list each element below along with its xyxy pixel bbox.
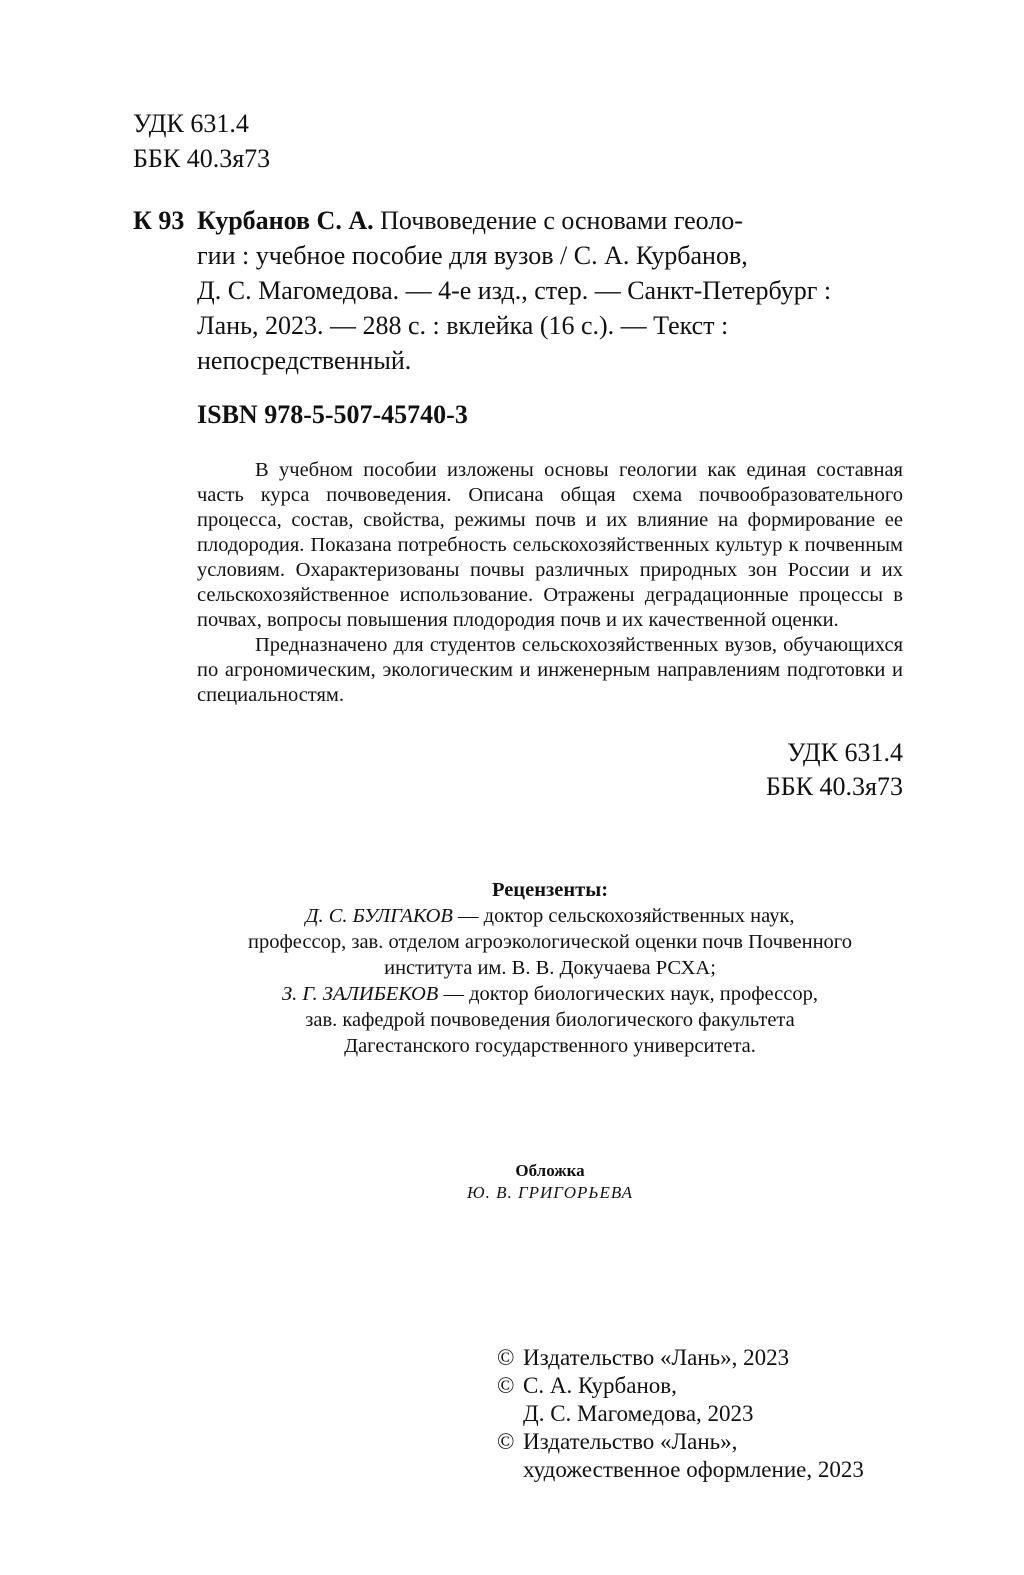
annotation-paragraph-2: Предназначено для студентов сельскохозяйственных вузов, обучающихся по агрономическим, экологическим и инженерным направлениям подготовки и специальностям. bbox=[197, 634, 903, 706]
annotation-paragraph-1: В учебном пособии изложены основы геологии как единая составная часть курса почвоведения. Описана общая схема почвообразовательного процесса, состав, свойства, режимы почв и их влияние на формирование ее плодородия. Показана потребность сельскохозяйственных культур к почвенным условиям. Охарактеризованы почвы различных природных зон России и их сельскохозяйственное использование. Отражены деградационные процессы в почвах, вопросы повышения плодородия почв и их качественной оценки. bbox=[197, 459, 903, 631]
reviewer-2-name: З. Г. ЗАЛИБЕКОВ bbox=[282, 983, 439, 1005]
copyright-holder: С. А. Курбанов, bbox=[523, 1373, 677, 1398]
annotation bbox=[197, 458, 903, 708]
author-mark: К 93 bbox=[133, 206, 185, 235]
reviewer-1-degree: — доктор сельскохозяйственных наук, bbox=[452, 905, 795, 927]
classification-codes-top bbox=[133, 106, 270, 176]
reviewers-title: Рецензенты: bbox=[491, 879, 609, 901]
entry-title: Почвоведение с основами геоло- bbox=[373, 206, 743, 235]
reviewer-2-line-2: зав. кафедрой почвоведения биологического факультета bbox=[305, 1009, 795, 1031]
isbn: ISBN 978-5-507-45740-3 bbox=[197, 400, 468, 429]
cover-title: Обложка bbox=[515, 1161, 585, 1180]
entry-line-4: Лань, 2023. — 288 с. : вклейка (16 с.). — Текст : bbox=[197, 311, 729, 340]
entry-line-2: гии : учебное пособие для вузов / С. А. Курбанов, bbox=[197, 241, 748, 270]
entry-line-5: непосредственный. bbox=[197, 346, 412, 375]
bibliographic-description bbox=[197, 203, 903, 378]
reviewer-2-line-1 bbox=[197, 981, 903, 1007]
catalog-entry bbox=[133, 203, 903, 378]
copyright-icon: © bbox=[497, 1429, 515, 1454]
copyright-holder: Издательство «Лань», bbox=[523, 1429, 738, 1454]
udk-code: УДК 631.4 bbox=[787, 738, 903, 767]
entry-line-3: Д. С. Магомедова. — 4-е изд., стер. — Санкт-Петербург : bbox=[197, 276, 832, 305]
reviewer-1-line-3: института им. В. В. Докучаева РСХА; bbox=[384, 957, 716, 979]
copyright-item-1 bbox=[497, 1344, 864, 1372]
copyright-item-3-cont: художественное оформление, 2023 bbox=[523, 1457, 864, 1482]
cover-designer: Ю. В. ГРИГОРЬЕВА bbox=[467, 1183, 633, 1202]
reviewer-1-name: Д. С. БУЛГАКОВ bbox=[305, 905, 453, 927]
copyright-item-2 bbox=[497, 1372, 864, 1400]
copyright-holder: Издательство «Лань», 2023 bbox=[523, 1345, 790, 1370]
udk-code: УДК 631.4 bbox=[133, 109, 249, 138]
copyright-item-2-cont: Д. С. Магомедова, 2023 bbox=[523, 1401, 754, 1426]
entry-line-1 bbox=[197, 203, 903, 238]
reviewers bbox=[197, 877, 903, 1059]
copyright-block bbox=[497, 1344, 864, 1484]
reviewer-2-line-3: Дагестанского государственного университета. bbox=[344, 1035, 756, 1057]
entry-author: Курбанов С. А. bbox=[197, 206, 374, 235]
reviewer-1-line-2: профессор, зав. отделом агроэкологической оценки почв Почвенного bbox=[248, 931, 852, 953]
copyright-icon: © bbox=[497, 1345, 515, 1370]
reviewer-1-line-1 bbox=[197, 903, 903, 929]
cover-credit bbox=[197, 1160, 903, 1204]
copyright-item-3 bbox=[497, 1428, 864, 1456]
bbk-code: ББК 40.3я73 bbox=[765, 772, 903, 801]
classification-codes-bottom bbox=[766, 736, 903, 804]
reviewer-2-degree: — доктор биологических наук, профессор, bbox=[438, 983, 818, 1005]
copyright-icon: © bbox=[497, 1373, 515, 1398]
bbk-code: ББК 40.3я73 bbox=[133, 144, 271, 173]
